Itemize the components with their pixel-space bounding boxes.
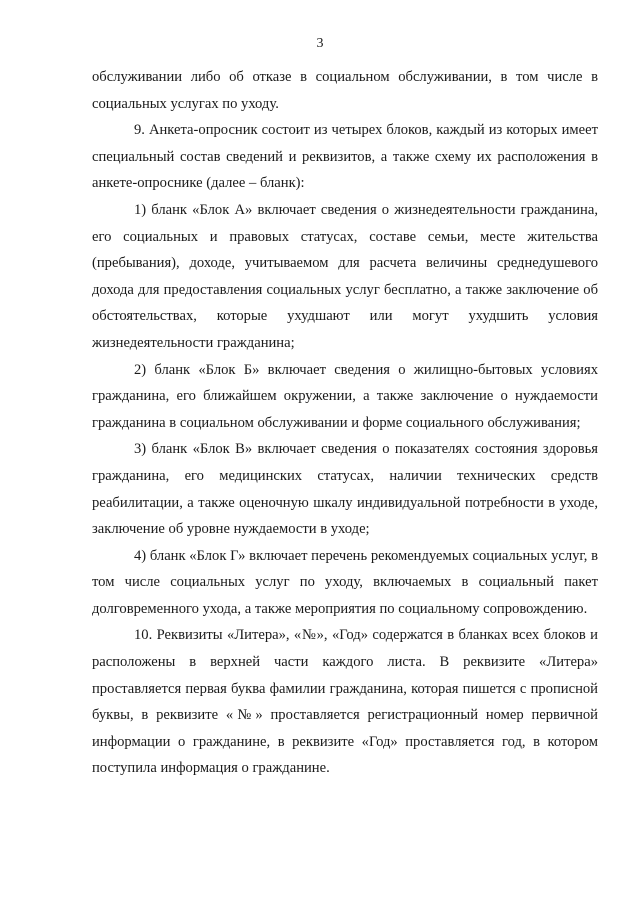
page-number: 3 — [316, 36, 324, 51]
paragraph-continuation: обслуживании либо об отказе в социальном обслуживании, в том числе в социальных услугах по уходу. — [92, 69, 598, 112]
paragraph-block-a: 1) бланк «Блок А» включает сведения о жизнедеятельности гражданина, его социальных и правовых статусах, составе семьи, месте жительства (пребывания), доходе, учитываемом для расчета величины среднедушевого дохода для предоставления социальных услуг бесплатно, а также заключение об обстоятельствах, которые ухудшают или могут ухудшить условия жизнедеятельности гражданина; — [92, 201, 598, 351]
paragraph-item-10: 10. Реквизиты «Литера», «№», «Год» содержатся в бланках всех блоков и расположены в верхней части каждого листа. В реквизите «Литера» проставляется первая буква фамилии гражданина, которая пишется с прописной буквы, в реквизите «№» проставляется регистрационный номер первичной информации о гражданине, в реквизите «Год» проставляется год, в котором поступила информация о гражданине. — [92, 627, 598, 777]
paragraph-item-9: 9. Анкета-опросник состоит из четырех блоков, каждый из которых имеет специальный состав сведений и реквизитов, а также схему их расположения в анкете-опроснике (далее – бланк): — [92, 122, 598, 192]
paragraph-block-b: 2) бланк «Блок Б» включает сведения о жилищно-бытовых условиях гражданина, его ближайшем окружении, а также заключение о нуждаемости гражданина в социальном обслуживании и форме социального обслуживания; — [92, 361, 598, 431]
document-body — [92, 64, 598, 782]
paragraph-block-v: 3) бланк «Блок В» включает сведения о показателях состояния здоровья гражданина, его медицинских статусах, наличии технических средств реабилитации, а также оценочную шкалу индивидуальной потребности в уходе, заключение об уровне нуждаемости в уходе; — [92, 441, 598, 538]
paragraph-block-g: 4) бланк «Блок Г» включает перечень рекомендуемых социальных услуг, в том числе социальных услуг по уходу, включаемых в социальный пакет долговременного ухода, а также мероприятия по социальному сопровождению. — [92, 547, 598, 617]
